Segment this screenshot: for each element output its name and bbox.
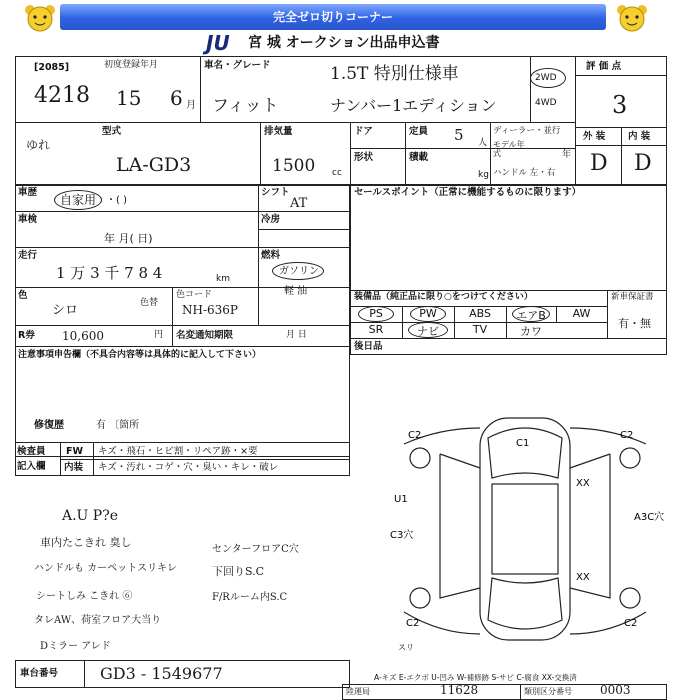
month-unit: 月 <box>186 100 196 111</box>
equip-sr: SR <box>368 323 384 336</box>
handwritten-note-6: Dミラー アレド <box>40 641 111 652</box>
diagram-note-2: 下回りS.C <box>212 565 265 578</box>
doors-label: ドア <box>354 126 373 137</box>
name-change-value: 月 日 <box>286 330 307 340</box>
inspection-date: 年 月( 日) <box>104 232 153 245</box>
footer-right-value: 0003 <box>600 683 631 697</box>
mark-suri: スリ <box>398 643 414 652</box>
damage-legend: A-キズ E-エクボ U-凹み W-補修跡 S-サビ C-腐食 XX-交換済 <box>374 673 577 682</box>
first-reg-year: 15 <box>116 86 142 110</box>
eval-score: 3 <box>612 91 628 119</box>
inspection-label: 車検 <box>18 214 38 225</box>
handwritten-note-3: ハンドルも カーペットスリキレ <box>34 563 177 574</box>
mark-c2-tr: C2 <box>620 430 634 441</box>
fuel-diesel: 軽 油 <box>284 286 308 297</box>
yen-unit: 円 <box>154 330 164 340</box>
mark-c1: C1 <box>516 438 530 449</box>
mark-c2-bl: C2 <box>406 618 420 629</box>
mark-c2-br: C2 <box>624 618 638 629</box>
mascot-right-icon <box>612 2 652 36</box>
fw-label: FW <box>66 446 83 457</box>
interior-score: D <box>634 151 652 176</box>
recycle-label: R券 <box>18 330 35 341</box>
equip-pw: PW <box>419 307 437 320</box>
load-label: 積載 <box>409 152 429 163</box>
int-items: キズ・汚れ・コゲ・穴・臭い・キレ・破レ <box>98 462 279 473</box>
shift-label: シフト <box>261 187 290 198</box>
displacement-label: 排気量 <box>264 126 293 137</box>
car-diagram <box>380 398 670 660</box>
equipment-label: 装備品（純正品に限り○をつけてください） <box>354 292 533 302</box>
banner: 完全ゼロ切りコーナー <box>60 4 606 30</box>
equip-navi: ナビ <box>417 325 439 338</box>
grade-line2: ナンバー1エディション <box>330 96 497 115</box>
name-change-label: 名変通知期限 <box>176 330 234 341</box>
mark-a3c: A3C穴 <box>634 512 665 523</box>
drive-4wd: 4WD <box>535 98 557 108</box>
int-label: 内装 <box>64 462 84 473</box>
model-value: LA-GD3 <box>116 154 192 176</box>
history-label: 車歴 <box>18 187 38 198</box>
shift-value: AT <box>290 196 308 211</box>
cooler-label: 冷房 <box>261 214 281 225</box>
interior-label: 内 装 <box>628 131 651 142</box>
kg-unit: kg <box>478 170 489 180</box>
displacement-value: 1500 <box>272 156 316 176</box>
color-value: シロ <box>52 303 79 318</box>
diagram-note-1: センターフロアC穴 <box>212 544 299 555</box>
handle-label: ハンドル 左・右 <box>493 168 556 178</box>
cc-unit: cc <box>332 168 342 178</box>
nen-unit: 年 <box>562 150 572 160</box>
repair-label: 修復歴 <box>34 420 64 431</box>
color-code-value: NH-636P <box>182 303 238 317</box>
inspector-label2: 記入欄 <box>17 461 46 472</box>
color-label: 色 <box>18 290 28 301</box>
rear-seat-label: 後日品 <box>354 341 383 352</box>
car-name: フィット <box>212 96 279 116</box>
mascot-left-icon <box>20 2 60 36</box>
handwritten-note-4: シートしみ こきれ ⑥ <box>36 591 133 602</box>
fuel-label: 燃料 <box>261 250 281 261</box>
model-year-label: モデル年式 <box>493 140 525 158</box>
model-label: 型式 <box>102 126 122 137</box>
handwritten-note-2: 車内たこきれ 臭し <box>40 536 132 549</box>
mark-c2-tl: C2 <box>408 430 422 441</box>
fuel-gasoline: ガソリン <box>279 266 319 277</box>
drive-2wd: 2WD <box>535 73 557 83</box>
repair-value: 有 〔箇所 <box>96 420 140 431</box>
equip-airbag: エアB <box>516 309 546 322</box>
diagram-note-3: F/Rルーム内S.C <box>212 592 288 603</box>
inspector-label1: 検査員 <box>17 446 46 457</box>
left-form <box>15 185 350 457</box>
equip-abs: ABS <box>469 307 491 320</box>
person-unit: 人 <box>478 138 488 148</box>
eval-label: 評 価 点 <box>586 61 622 72</box>
handwritten-note-1: A.U P?e <box>62 508 119 524</box>
shape-label: 形状 <box>354 152 374 163</box>
logo: JU <box>206 31 230 55</box>
recycle-value: 10,600 <box>62 329 104 343</box>
mark-u1: U1 <box>394 494 408 505</box>
lot-number: 4218 <box>34 83 90 108</box>
mark-xx-1: XX <box>576 478 590 489</box>
exterior-label: 外 装 <box>583 131 606 142</box>
fw-items: キズ・飛石・ヒビ割・リペア跡・×要 <box>98 446 258 457</box>
mark-c3: C3穴 <box>390 530 414 541</box>
color-code-label: 色コード <box>176 290 213 300</box>
equip-tv: TV <box>472 323 488 336</box>
first-reg-label: 初度登録年月 <box>104 60 159 70</box>
exterior-score: D <box>590 151 608 176</box>
frame-value: GD3 - 1549677 <box>100 664 223 683</box>
notes-label: 注意事項申告欄（不具合内容等は具体的に記入して下さい） <box>18 350 262 360</box>
equip-leather: カワ <box>520 325 542 338</box>
mileage-label: 走行 <box>18 250 38 261</box>
capacity-value: 5 <box>454 126 464 144</box>
equip-ps: PS <box>369 307 383 320</box>
grade-line1: 1.5T 特別仕様車 <box>330 64 459 84</box>
handwritten-note-5: タレAW、荷室フロア大当り <box>34 615 162 626</box>
auction-title: 宮 城 オークション出品申込書 <box>248 35 440 51</box>
lot-number-label: [2085] <box>34 62 70 73</box>
footer-right-label: 類別区分番号 <box>524 687 572 696</box>
sales-point-label: セールスポイント（正常に機能するものに限ります） <box>354 187 582 198</box>
history-value: 自家用 <box>60 193 97 207</box>
paint-label: 色替 <box>140 298 159 308</box>
dealer-label: ディーラー・並行 <box>493 126 561 136</box>
km-unit: km <box>216 274 230 284</box>
new-warranty-label: 新車保証書 <box>611 292 654 302</box>
equip-aw: AW <box>572 307 591 320</box>
first-reg-month: 6 <box>170 86 183 110</box>
footer-left-value: 11628 <box>440 683 479 697</box>
footer-left-label: 陸運局 <box>346 687 370 696</box>
mileage-value: 1 万 3 千 7 8 4 <box>56 264 163 282</box>
name-grade-label: 車名・グレード <box>204 60 271 71</box>
frame-label: 車台番号 <box>20 668 59 679</box>
history-paren: ・( ) <box>106 195 127 206</box>
capacity-label: 定員 <box>409 126 429 137</box>
model-note: ゆれ <box>26 138 51 152</box>
warranty-value: 有・無 <box>618 317 651 330</box>
mark-xx-2: XX <box>576 572 590 583</box>
